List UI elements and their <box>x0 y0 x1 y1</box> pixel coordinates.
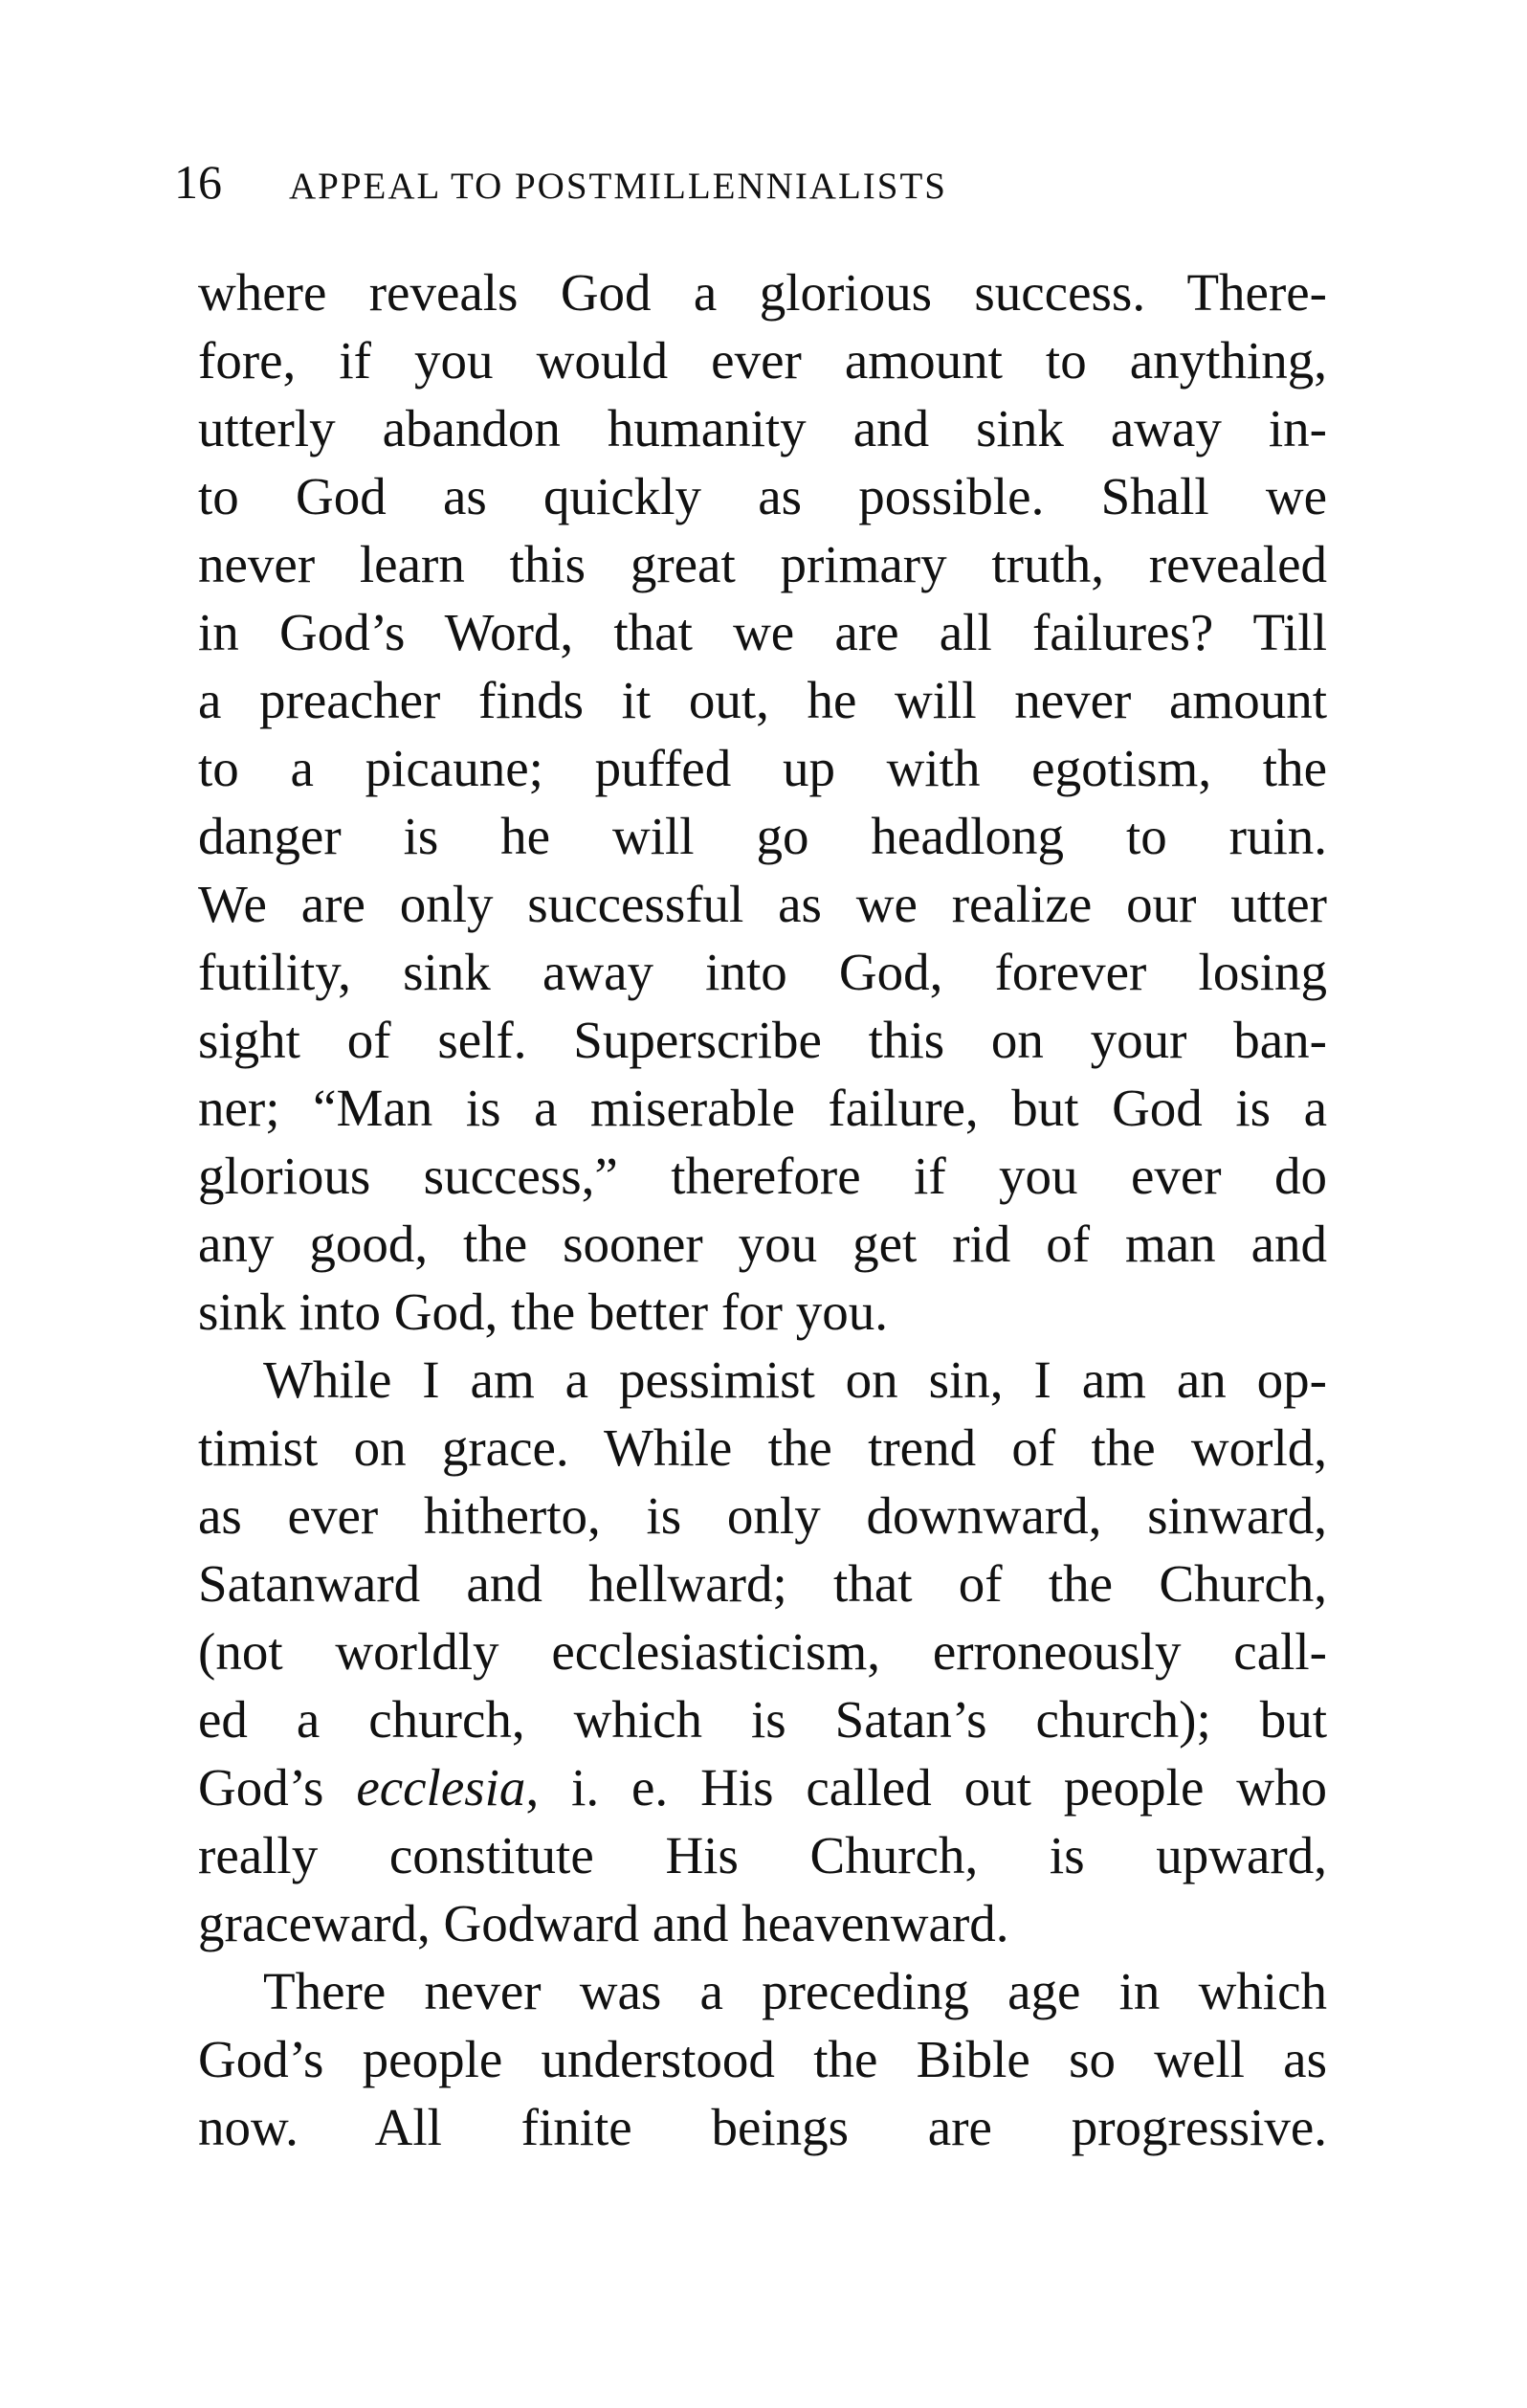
running-title: APPEAL TO POSTMILLENNIALISTS <box>289 166 947 207</box>
text-line: now. All finite beings are progressive. <box>198 2098 1327 2156</box>
text-line: to a picaune; puffed up with egotism, the <box>198 739 1327 797</box>
italic-term: ecclesia <box>356 1758 526 1817</box>
text-line: timist on grace. While the trend of the world, <box>198 1418 1327 1477</box>
text-line: a preacher finds it out, he will never amount <box>198 671 1327 729</box>
text-line: as ever hitherto, is only downward, sinward, <box>198 1486 1327 1545</box>
text-line: Satanward and hellward; that of the Church, <box>198 1554 1327 1613</box>
text-span: , i. e. His called out people who <box>525 1758 1328 1817</box>
running-head <box>174 153 1322 211</box>
text-line: (not worldly ecclesiasticism, erroneously call- <box>198 1622 1327 1681</box>
text-line: to God as quickly as possible. Shall we <box>198 467 1327 525</box>
text-line: glorious success,” therefore if you ever do <box>198 1147 1327 1205</box>
text-line-with-italic <box>198 1753 1327 1821</box>
text-line: in God’s Word, that we are all failures? Till <box>198 603 1327 661</box>
text-line: really constitute His Church, is upward, <box>198 1826 1327 1884</box>
text-line: God’s people understood the Bible so well as <box>198 2030 1327 2088</box>
paragraph-1 <box>198 258 1327 1346</box>
text-line: We are only successful as we realize our utter <box>198 875 1327 933</box>
text-line: utterly abandon humanity and sink away in- <box>198 399 1327 457</box>
text-span: God’s <box>198 1758 357 1817</box>
text-line: any good, the sooner you get rid of man and <box>198 1215 1327 1273</box>
text-line: ner; “Man is a miserable failure, but God is a <box>198 1079 1327 1137</box>
text-line: fore, if you would ever amount to anything, <box>198 331 1327 390</box>
paragraph-3 <box>198 1957 1327 2161</box>
text-line: graceward, Godward and heavenward. <box>198 1894 1009 1952</box>
text-line: danger is he will go headlong to ruin. <box>198 807 1327 865</box>
text-line: futility, sink away into God, forever losing <box>198 943 1327 1001</box>
text-line: sight of self. Superscribe this on your ban- <box>198 1011 1327 1069</box>
body-text <box>198 258 1327 2161</box>
page-number: 16 <box>174 155 222 209</box>
text-line: There never was a preceding age in which <box>263 1962 1327 2020</box>
paragraph-2 <box>198 1346 1327 1957</box>
text-line: where reveals God a glorious success. There- <box>198 263 1327 322</box>
text-line: While I am a pessimist on sin, I am an op- <box>263 1350 1327 1409</box>
text-line: ed a church, which is Satan’s church); but <box>198 1690 1327 1749</box>
text-line: sink into God, the better for you. <box>198 1282 888 1341</box>
text-line: never learn this great primary truth, revealed <box>198 535 1327 593</box>
